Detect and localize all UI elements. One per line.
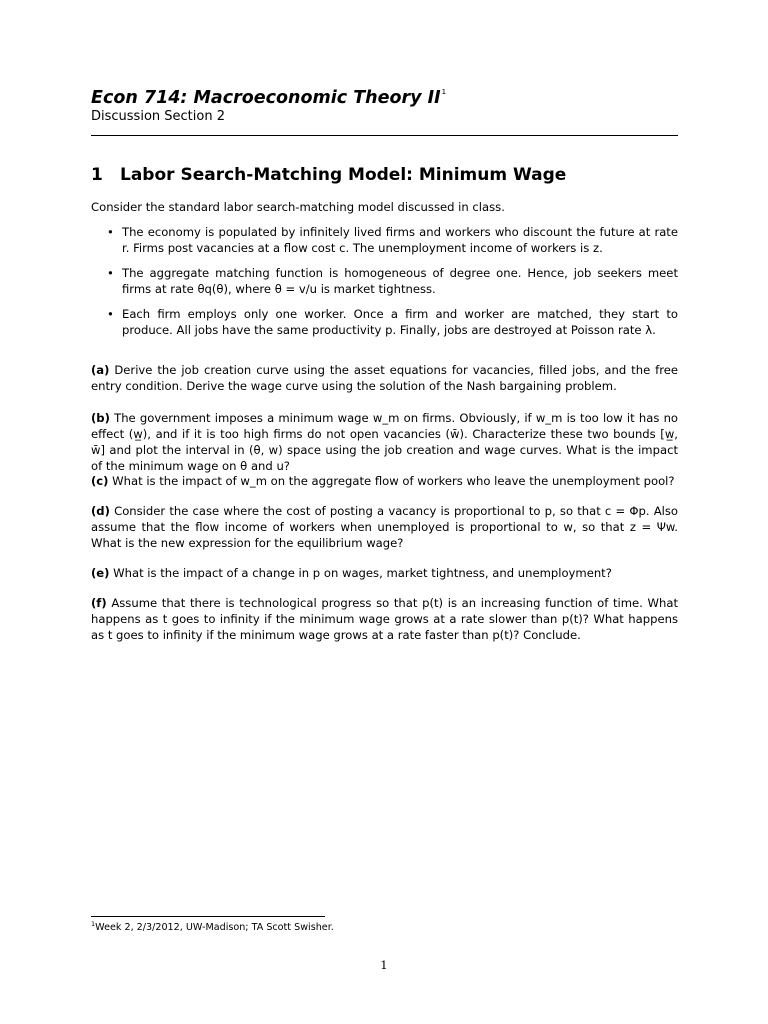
page-number: 1 (380, 958, 388, 972)
question-text: Consider the case where the cost of posting a vacancy is proportional to p, so that c = Φp. Also assume that the flow income of workers when unemployed is proportional to w, so that z = Ψw. What is the new expression for the equilibrium wage? (91, 504, 679, 550)
question-a (91, 362, 678, 394)
question-c (91, 473, 678, 489)
section-number: 1 (91, 165, 103, 185)
list-item: • Each firm employs only one worker. Once a firm and worker are matched, they start to produce. All jobs have the same productivity p. Finally, jobs are destroyed at Poisson rate λ. (107, 307, 678, 337)
question-label: (f) (91, 596, 107, 610)
question-text: The government imposes a minimum wage w_m on firms. Obviously, if w_m is too low it has no effect (w̲), and if it is too high firms do not open vacancies (w̄). Characterize these two bounds [w̲, w̄] and plot the interval in (θ, w) space using the job creation and wage curves. What is the impact of the minimum wage on θ and u? (91, 411, 679, 473)
question-label: (c) (91, 474, 109, 488)
question-d (91, 503, 678, 551)
question-b (91, 410, 678, 474)
question-label: (a) (91, 363, 110, 377)
question-label: (b) (91, 411, 110, 425)
header-rule (91, 135, 678, 136)
question-f (91, 595, 678, 643)
list-item: • The aggregate matching function is homogeneous of degree one. Hence, job seekers meet firms at rate θq(θ), where θ = v/u is market tightness. (107, 266, 678, 296)
document-subtitle: Discussion Section 2 (91, 109, 225, 124)
footnote-rule (91, 916, 325, 917)
footnote-mark: 1 (91, 920, 96, 928)
section-title: Labor Search-Matching Model: Minimum Wage (120, 165, 567, 185)
document-title: Econ 714: Macroeconomic Theory $II^1$ (91, 88, 447, 108)
question-text: Assume that there is technological progress so that p(t) is an increasing function of time. What happens as t goes to infinity if the minimum wage grows at a rate slower than p(t)? What happens as t goes to infinity if the minimum wage grows at a rate faster than p(t)? Conclude. (91, 596, 678, 642)
bullet-icon: • (107, 225, 114, 239)
footnote-text: Week 2, 2/3/2012, UW-Madison; TA Scott Swisher. (95, 922, 334, 933)
assumption-list (91, 224, 678, 347)
footnote (91, 920, 334, 933)
intro-paragraph: Consider the standard labor search-matching model discussed in class. (91, 200, 505, 214)
question-text: What is the impact of a change in p on wages, market tightness, and unemployment? (113, 566, 612, 580)
section-heading (91, 165, 566, 185)
question-label: (d) (91, 504, 110, 518)
title-footnote-mark: 1 (441, 88, 447, 96)
bullet-icon: • (107, 307, 114, 321)
bullet-icon: • (107, 266, 114, 280)
question-e (91, 565, 678, 581)
question-label: (e) (91, 566, 110, 580)
question-text: What is the impact of w_m on the aggregate flow of workers who leave the unemployment pool? (112, 474, 675, 488)
list-item: • The economy is populated by infinitely lived firms and workers who discount the future at rate r. Firms post vacancies at a flow cost c. The unemployment income of workers is z. (107, 225, 678, 255)
question-text: Derive the job creation curve using the asset equations for vacancies, filled jobs, and the free entry condition. Derive the wage curve using the solution of the Nash bargaining problem. (91, 363, 679, 393)
